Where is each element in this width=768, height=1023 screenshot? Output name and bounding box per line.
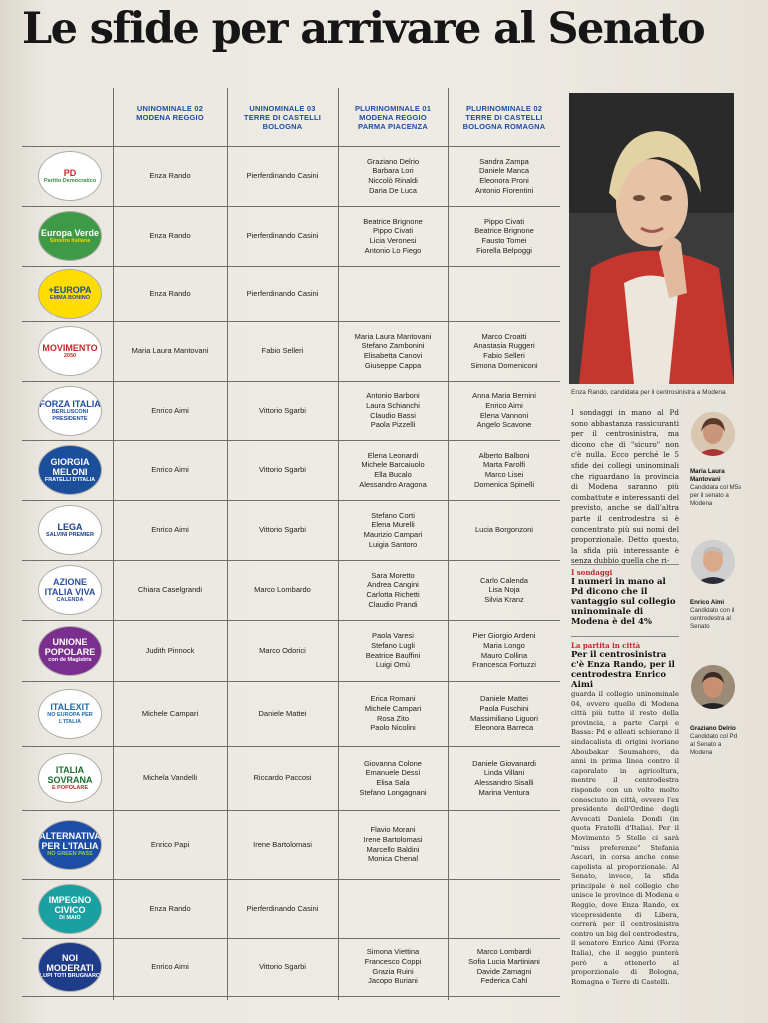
side-profile-name: Enrico Aimi <box>690 599 725 606</box>
candidate-cell-uni03: Fabio Selleri <box>261 346 304 356</box>
party-logo <box>39 943 101 991</box>
article-paragraph-1: I sondaggi in mano al Pd sono abbastanza rassicuranti per il centrosinistra, ma dicono che di "sicuro" non c'è nulla. Ecco perché le 5 sfide dei collegi uninominali che riguardano la provincia di Modena saranno più combattute e interessanti del previsto, anche se dall'altra parte il centrodestra si è concentrato più sui nomi del proporzionale. Detto questo, la sfida più interessante è senza dubbio quella che ri- <box>571 408 679 566</box>
party-logo <box>39 212 101 260</box>
candidate-cell-pluri02 <box>448 879 560 938</box>
party-logo-name: +EUROPA <box>48 285 92 296</box>
party-logo-subtitle: NO EUROPA PER L'ITALIA <box>47 712 93 725</box>
column-header-pluri01: PLURINOMINALE 01 MODENA REGGIO PARMA PIACENZA <box>354 104 432 131</box>
candidate-cell-uni02: Enrico Papi <box>150 839 190 849</box>
party-logo-subtitle: EMMA BONINO <box>49 295 91 302</box>
candidate-cell-pluri02: Daniele Mattei Paola Fuschini Massimiliano Liguori Eleonora Barreca <box>470 694 538 733</box>
candidate-cell-pluri01: Erica Romani Michele Campari Rosa Zito Paolo Nicolini <box>364 694 422 733</box>
party-logo <box>39 566 101 614</box>
candidate-cell-uni02: Maria Laura Mantovani <box>131 346 209 356</box>
side-profile-desc: Candidato col Pd al Senato a Modena <box>690 733 738 756</box>
citta-kicker: La partita in città <box>571 641 641 650</box>
party-logo-name: PD <box>63 167 77 178</box>
party-logo <box>39 627 101 675</box>
candidate-cell-uni03: Vittorio Sgarbi <box>259 465 306 475</box>
candidate-cell-uni03: Vittorio Sgarbi <box>259 961 306 971</box>
party-logo <box>39 270 101 318</box>
party-logo-subtitle: NO GREEN PASS <box>47 851 93 858</box>
candidate-cell-uni02: Enrico Aimi <box>151 525 189 535</box>
party-logo <box>39 446 101 494</box>
article-paragraph-2: guarda il collegio uninominale 04, ovvero quello di Modena città più tutto il resto della provincia, a parte Carpi e Bassa: Pd e alleati schierano il sindacalista di origini ivoriane Aboubakar Soumahoro, da anni in prima linea contro il caporalato in agricoltura, mentre il centrodestra risponde con un volto molto conosciuto in città, ovvero l'ex presidente dell'Ordine degli Avvocati Daniela Dondi (in quota Fratelli d'Italia). Per il Movimento 5 Stelle ci sarà "miss preferenze" Stefania Ascari, in corsa anche come capolista al proporzionale. Al Senato, invece, la sfida principale è nel collegio che unisce le province di Modena e Reggio, dove Enza Rando, ex vicepresidente di Libera, correrà per il centrosinistra contro un big del centrodestra, il senatore Enrico Aimi (Forza Italia), che il seggio punterà però a ottenerlo al proporzionale di Bologna, Romagna e Terre di Castelli. <box>571 690 679 986</box>
party-logo-name: UNIONE POPOLARE <box>44 637 96 658</box>
party-logo-name: LEGA <box>57 521 83 532</box>
candidate-cell-uni03: Pierferdinando Casini <box>246 171 319 181</box>
candidate-cell-pluri02 <box>448 266 560 321</box>
party-logo-subtitle: LUPI TOTI BRUGNARO <box>39 973 101 980</box>
party-logo-subtitle: FRATELLI D'ITALIA <box>44 476 96 483</box>
candidate-cell-pluri01: Sara Moretto Andrea Cangini Carlotta Richetti Claudio Prandi <box>366 570 420 609</box>
candidate-cell-pluri01: Antonio Barboni Laura Schianchi Claudio Bassi Paola Pizzelli <box>366 391 420 430</box>
avatar <box>691 665 735 709</box>
candidate-cell-pluri01: Simona Viettina Francesco Coppi Grazia Ruini Jacopo Buriani <box>364 947 422 986</box>
candidate-cell-pluri02: Marco Lombardi Sofia Lucia Martiniani Davide Zamagni Federica Cahl <box>468 947 540 986</box>
photo-caption: Enza Rando, candidata per il centrosinistra a Modena <box>571 389 726 396</box>
candidate-cell-uni03: Vittorio Sgarbi <box>259 405 306 415</box>
candidate-cell-uni03: Pierferdinando Casini <box>246 903 319 913</box>
divider <box>571 564 679 565</box>
citta-headline: Per il centrosinistra c'è Enza Rando, per il centrodestra Enrico Aimi <box>571 650 675 690</box>
candidate-cell-pluri01 <box>338 266 448 321</box>
candidate-cell-uni02: Michele Campari <box>141 708 199 718</box>
candidate-cell-uni03: Marco Lombardo <box>254 585 311 595</box>
party-logo-subtitle: 2050 <box>63 352 77 359</box>
candidate-cell-uni03: Pierferdinando Casini <box>246 288 319 298</box>
candidate-cell-pluri02: Anna Maria Bernini Enrico Aimi Elena Vannoni Angelo Scavone <box>472 391 536 430</box>
candidate-cell-uni03: Daniele Mattei <box>258 708 307 718</box>
side-profile-desc: Candidata col M5s per il senato a Modena <box>690 484 742 507</box>
candidate-cell-uni03: Marco Odorici <box>259 645 306 655</box>
candidate-cell-pluri01: Flavio Morani Irene Bartolomasi Marcello Baldini Monica Chenal <box>363 825 423 864</box>
candidate-cell-pluri01: Paola Varesi Stefano Lugli Beatrice Bauffini Luigi Omù <box>365 631 421 670</box>
party-logo-name: AZIONE ITALIA VIVA <box>44 576 96 597</box>
party-logo <box>39 152 101 200</box>
party-logo <box>39 885 101 933</box>
party-logo-subtitle: Sinistra Italiana <box>49 237 91 244</box>
candidate-cell-uni02: Enza Rando <box>149 903 191 913</box>
divider <box>571 636 679 637</box>
avatar <box>691 540 735 584</box>
party-logo-name: NOI MODERATI <box>46 953 94 974</box>
candidate-cell-uni02: Judith Pinnock <box>145 645 195 655</box>
candidate-cell-pluri01: Maria Laura Mantovani Stefano Zambonini Elisabetta Canovi Giuseppe Cappa <box>354 331 432 370</box>
candidate-cell-pluri01: Graziano Delrio Barbara Lori Niccolò Rinaldi Daria De Luca <box>366 156 420 195</box>
candidates-table <box>22 88 560 1000</box>
side-profile-mantovani <box>690 468 742 508</box>
candidate-photo <box>569 93 734 384</box>
party-logo <box>39 387 101 435</box>
sondaggi-kicker: I sondaggi <box>571 568 613 577</box>
party-logo-subtitle: SALVINI PREMIER <box>46 531 94 538</box>
party-logo-name: FORZA ITALIA <box>39 399 101 409</box>
column-header-uni02: UNINOMINALE 02 MODENA REGGIO <box>136 104 204 122</box>
party-logo-name: ITALIA SOVRANA <box>47 764 93 785</box>
avatar <box>691 412 735 456</box>
party-logo-name: GIORGIA MELONI <box>50 456 90 477</box>
candidate-cell-pluri02: Pippo Civati Beatrice Brignone Fausto Tomei Fiorella Belpoggi <box>474 216 534 255</box>
party-logo <box>39 821 101 869</box>
candidate-portrait-illustration <box>569 93 734 384</box>
party-logo-subtitle: DI MAIO <box>59 915 81 922</box>
page-title: Le sfide per arrivare al Senato <box>22 4 705 54</box>
party-logo-subtitle: con de Magistris <box>48 657 92 664</box>
side-profile-name: Graziano Delrio <box>690 725 736 732</box>
candidate-cell-uni02: Enrico Aimi <box>151 465 189 475</box>
party-logo <box>39 690 101 738</box>
sondaggi-box <box>571 568 681 627</box>
candidate-cell-pluri01 <box>338 879 448 938</box>
party-logo-subtitle: CALENDA <box>56 596 84 603</box>
party-logo-subtitle: E POPOLARE <box>51 784 89 791</box>
candidate-cell-pluri02: Alberto Balboni Marta Farolfi Marco Lisei Domenica Spinelli <box>473 450 535 489</box>
candidate-cell-pluri02: Marco Croatti Anastasia Ruggeri Fabio Selleri Simona Domeniconi <box>470 331 538 370</box>
column-header-pluri02: PLURINOMINALE 02 TERRE DI CASTELLI BOLOGNA ROMAGNA <box>462 104 546 131</box>
candidate-cell-pluri02: Carlo Calenda Lisa Noja Silvia Kranz <box>480 575 528 604</box>
candidate-cell-uni03: Vittorio Sgarbi <box>259 525 306 535</box>
candidate-cell-uni02: Enrico Aimi <box>151 405 189 415</box>
candidate-cell-uni02: Enza Rando <box>149 171 191 181</box>
column-header-uni03: UNINOMINALE 03 TERRE DI CASTELLI BOLOGNA <box>243 104 322 131</box>
candidate-cell-uni02: Michela Vandelli <box>142 773 198 783</box>
party-logo-subtitle: BERLUSCONI PRESIDENTE <box>51 409 89 422</box>
party-logo-name: MOVIMENTO <box>42 342 98 353</box>
side-profile-aimi <box>690 599 742 631</box>
party-logo <box>39 506 101 554</box>
party-logo-name: Europa Verde <box>40 227 100 238</box>
party-logo <box>39 754 101 802</box>
candidate-cell-pluri02: Sandra Zampa Daniele Manca Eleonora Proni Antonio Fiorentini <box>474 156 534 195</box>
candidate-cell-pluri01: Elena Leonardi Michele Barcaiuolo Ella Bucalo Alessandro Aragona <box>359 450 427 489</box>
candidate-cell-pluri02: Pier Giorgio Ardeni Maria Longo Mauro Collina Francesca Fortuzzi <box>472 631 536 670</box>
side-profile-desc: Candidato con il centrodestra al Senato <box>690 607 735 630</box>
party-logo <box>39 327 101 375</box>
sondaggi-headline: I numeri in mano al Pd dicono che il vantaggio sul collegio uninominale di Modena è del 4% <box>571 577 676 627</box>
candidate-cell-uni03: Riccardo Paccosi <box>253 773 312 783</box>
candidate-cell-uni03: Pierferdinando Casini <box>246 231 319 241</box>
candidate-cell-uni02: Enza Rando <box>149 231 191 241</box>
side-profile-name: Maria Laura Mantovani <box>690 468 725 483</box>
candidate-cell-pluri02: Daniele Giovanardi Linda Villani Alessandro Sisalli Marina Ventura <box>472 758 536 797</box>
candidate-cell-pluri01: Stefano Corti Elena Murelli Maurizio Campari Luigia Santoro <box>363 510 423 549</box>
candidate-cell-pluri01: Beatrice Brignone Pippo Civati Licia Veronesi Antonio Lo Fiego <box>363 216 423 255</box>
party-logo-name: ALTERNATIVA PER L'ITALIA <box>39 831 101 852</box>
party-logo-subtitle: Partito Democratico <box>43 177 97 184</box>
party-logo-name: IMPEGNO CIVICO <box>48 895 92 916</box>
candidate-cell-uni02: Enrico Aimi <box>151 961 189 971</box>
side-profile-delrio <box>690 725 742 757</box>
candidate-cell-pluri01: Giovanna Colone Emanuele Dessì Elisa Sala Stefano Longagnani <box>359 758 427 797</box>
candidate-cell-uni03: Irene Bartolomasi <box>253 839 312 849</box>
candidate-cell-pluri02: Lucia Borgonzoni <box>475 525 533 535</box>
citta-box <box>571 641 681 690</box>
party-logo-name: ITALEXIT <box>50 702 90 712</box>
candidate-cell-uni02: Enza Rando <box>149 288 191 298</box>
candidate-cell-uni02: Chiara Caselgrandi <box>137 585 203 595</box>
candidate-cell-pluri02 <box>448 810 560 879</box>
